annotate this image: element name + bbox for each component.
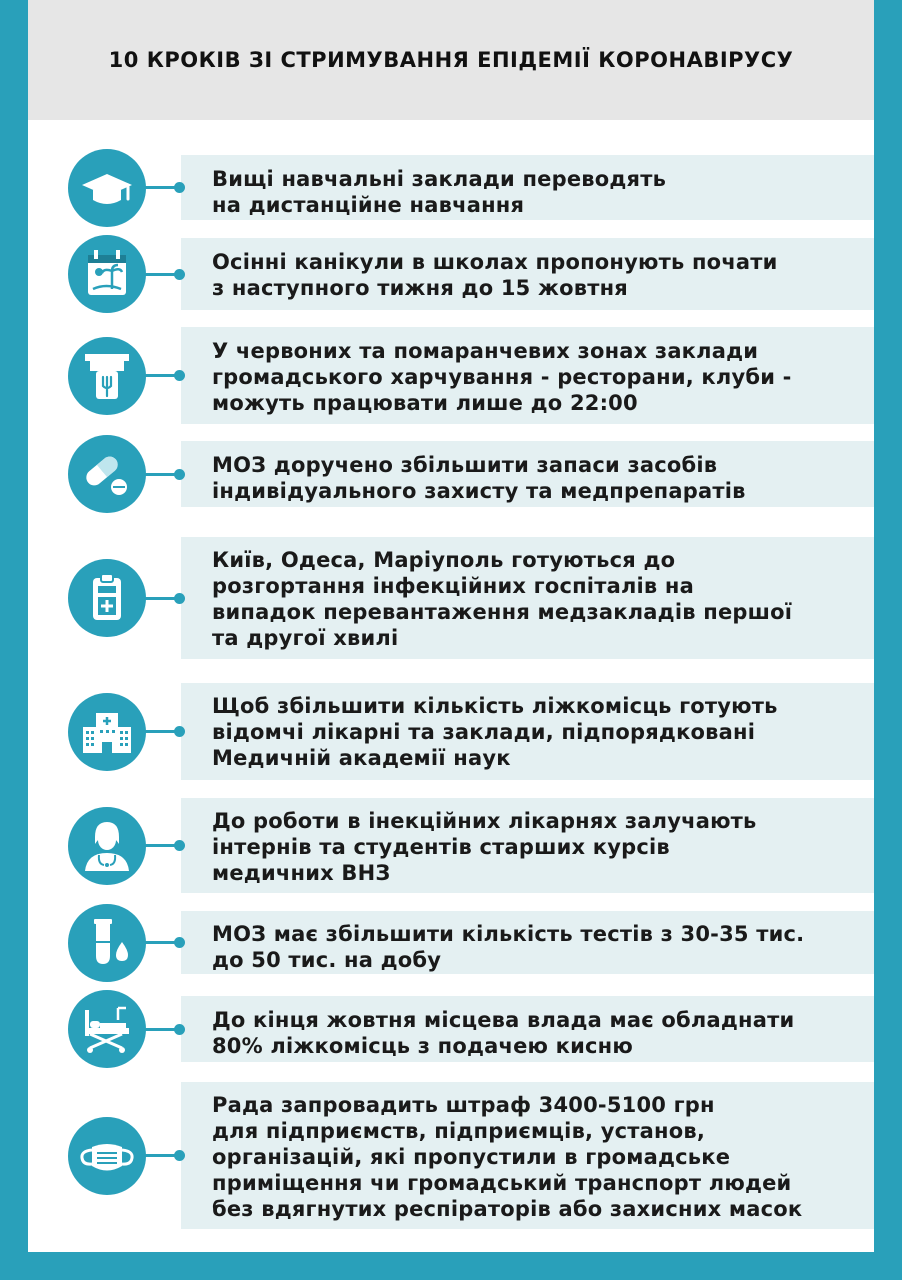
connector-dot — [174, 726, 185, 737]
step-text-line: з наступного тижня до 15 жовтня — [212, 276, 628, 300]
step-text-line: до 50 тис. на добу — [212, 948, 442, 972]
connector-line — [144, 597, 178, 600]
step-text-line: можуть працювати лише до 22:00 — [212, 391, 638, 415]
test-tube-icon — [68, 904, 146, 982]
step-text — [212, 808, 864, 886]
medical-badge-icon — [68, 559, 146, 637]
step-text-line: та другої хвилі — [212, 626, 399, 650]
step-text — [212, 338, 864, 416]
connector-line — [144, 186, 178, 189]
step-text — [212, 547, 864, 651]
connector-line — [144, 1028, 178, 1031]
step-text-line: МОЗ доручено збільшити запаси засобів — [212, 453, 718, 477]
header — [28, 0, 874, 120]
infographic-frame — [28, 0, 874, 1252]
connector-line — [144, 374, 178, 377]
connector-line — [144, 730, 178, 733]
step-text-line: інтернів та студентів старших курсів — [212, 835, 670, 859]
connector-line — [144, 273, 178, 276]
step-text-line: розгортання інфекційних госпіталів на — [212, 574, 695, 598]
step-text — [212, 249, 864, 301]
step-text-line: До кінця жовтня місцева влада має обладнати — [212, 1008, 795, 1032]
step-text-line: відомчі лікарні та заклади, підпорядковані — [212, 720, 756, 744]
connector-line — [144, 941, 178, 944]
restaurant-sign-icon — [68, 337, 146, 415]
step-text-line: Київ, Одеса, Маріуполь готуються до — [212, 548, 676, 572]
step-row — [28, 238, 874, 310]
connector-dot — [174, 1024, 185, 1035]
step-text — [212, 452, 864, 504]
step-text-line: До роботи в інекційних лікарнях залучають — [212, 809, 757, 833]
step-row — [28, 911, 874, 974]
hospital-building-icon — [68, 693, 146, 771]
connector-line — [144, 1154, 178, 1157]
step-text-line: МОЗ має збільшити кількість тестів з 30-35 тис. — [212, 922, 805, 946]
step-row — [28, 327, 874, 424]
step-text-line: медичних ВНЗ — [212, 861, 391, 885]
step-text — [212, 1007, 864, 1059]
step-row — [28, 683, 874, 780]
step-text-line: 80% ліжкомісць з подачею кисню — [212, 1034, 634, 1058]
step-row — [28, 798, 874, 893]
step-row — [28, 441, 874, 507]
doctor-icon — [68, 807, 146, 885]
connector-dot — [174, 370, 185, 381]
calendar-vacation-icon — [68, 235, 146, 313]
step-text-line: Рада запровадить штраф 3400-5100 грн — [212, 1093, 715, 1117]
hospital-bed-icon — [68, 990, 146, 1068]
face-mask-icon — [68, 1117, 146, 1195]
step-text-line: громадського харчування - ресторани, клуби - — [212, 365, 792, 389]
step-text-line: У червоних та помаранчевих зонах заклади — [212, 339, 759, 363]
step-text-line: індивідуального захисту та медпрепаратів — [212, 479, 746, 503]
step-text — [212, 166, 864, 218]
step-row — [28, 1082, 874, 1229]
step-text-line: організацій, які пропустили в громадське — [212, 1145, 731, 1169]
step-text-line: випадок перевантаження медзакладів першої — [212, 600, 793, 624]
step-text-line: Осінні канікули в школах пропонують почати — [212, 250, 778, 274]
connector-dot — [174, 469, 185, 480]
step-text-line: приміщення чи громадський транспорт людей — [212, 1171, 792, 1195]
connector-dot — [174, 840, 185, 851]
step-text-line: на дистанційне навчання — [212, 193, 525, 217]
step-text — [212, 1092, 864, 1222]
step-text-line: Вищі навчальні заклади переводять — [212, 167, 667, 191]
step-row — [28, 996, 874, 1062]
step-row — [28, 537, 874, 659]
connector-dot — [174, 593, 185, 604]
step-text-line: Медичній академії наук — [212, 746, 511, 770]
connector-line — [144, 473, 178, 476]
connector-dot — [174, 1150, 185, 1161]
step-text-line: без вдягнутих респіраторів або захисних масок — [212, 1197, 803, 1221]
connector-dot — [174, 937, 185, 948]
graduation-cap-icon — [68, 149, 146, 227]
step-text-line: Щоб збільшити кількість ліжкомісць готують — [212, 694, 778, 718]
step-row — [28, 155, 874, 220]
pills-icon — [68, 435, 146, 513]
step-text-line: для підприємств, підприємців, установ, — [212, 1119, 706, 1143]
connector-line — [144, 844, 178, 847]
page-title: 10 КРОКІВ ЗІ СТРИМУВАННЯ ЕПІДЕМІЇ КОРОНАВІРУСУ — [108, 48, 794, 72]
step-text — [212, 693, 864, 771]
step-text — [212, 921, 864, 973]
connector-dot — [174, 182, 185, 193]
connector-dot — [174, 269, 185, 280]
